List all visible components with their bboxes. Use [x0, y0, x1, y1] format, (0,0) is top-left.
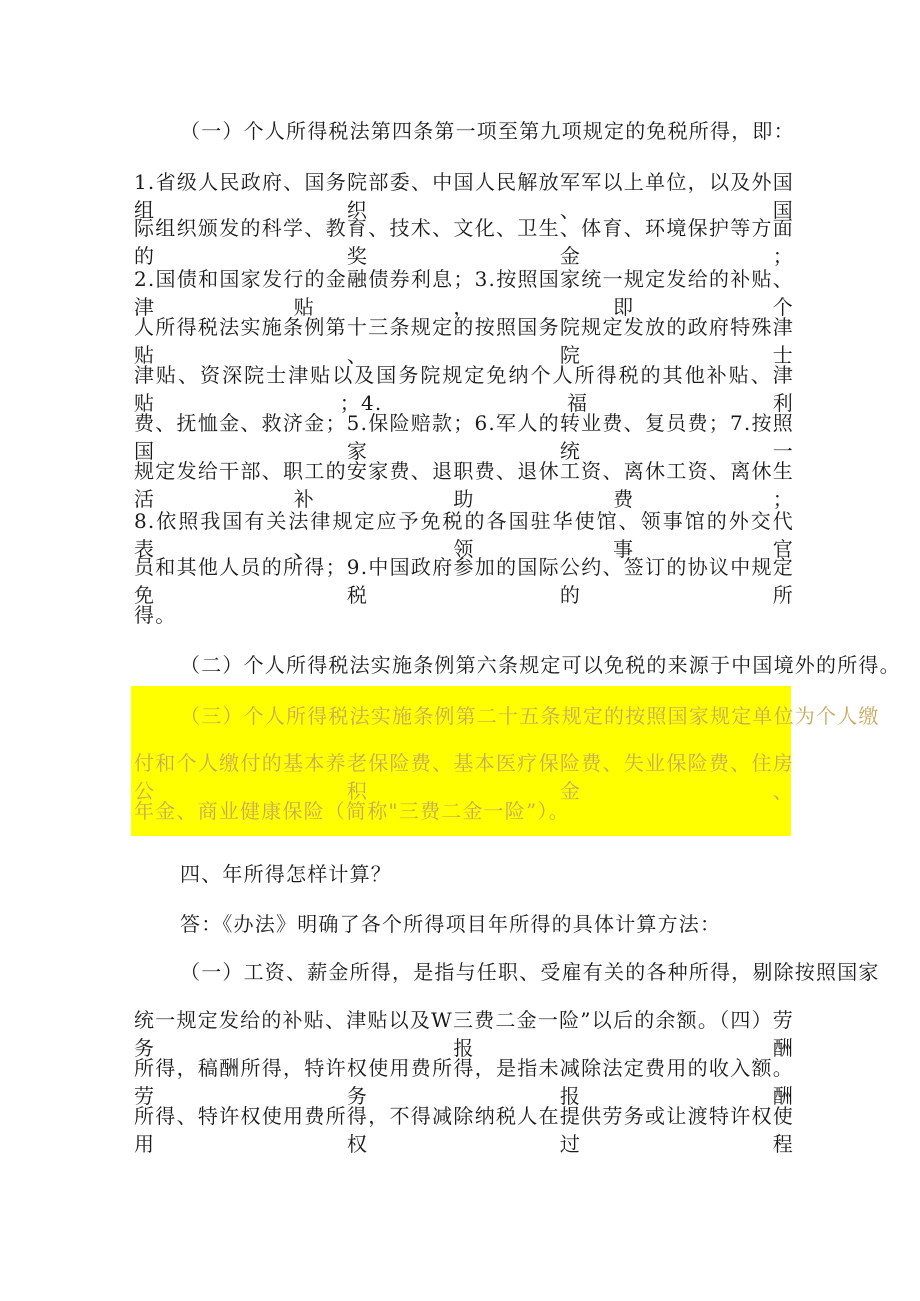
paragraph-line: 得。	[134, 603, 177, 627]
paragraph-line: 统一规定发给的补贴、津贴以及W三费二金一险”以后的余额。（四）劳务报酬	[134, 1008, 794, 1060]
paragraph-line: 费、抚恤金、救济金；5.保险赔款；6.军人的转业费、复员费；7.按照国家统一	[134, 411, 794, 463]
paragraph-line: 员和其他人员的所得；9.中国政府参加的国际公约、签订的协议中规定免税的所	[134, 555, 794, 607]
paragraph-line: （一）个人所得税法第四条第一项至第九项规定的免税所得，即：	[180, 119, 795, 143]
section-heading: 四、年所得怎样计算？	[180, 862, 392, 886]
paragraph-line: 所得、特许权使用费所得，不得减除纳税人在提供劳务或让渡特许权使用权过程	[134, 1104, 794, 1156]
paragraph-line: 答：《办法》明确了各个所得项目年所得的具体计算方法：	[180, 912, 722, 936]
paragraph-line: 际组织颁发的科学、教育、技术、文化、卫生、体育、环境保护等方面的奖金；	[134, 216, 794, 268]
paragraph-line: 2.国债和国家发行的金融债券利息；3.按照国家统一规定发给的补贴、津贴，即个	[134, 267, 794, 319]
paragraph-line: （二）个人所得税法实施条例第六条规定可以免税的来源于中国境外的所得。	[180, 653, 901, 677]
paragraph-line: 所得，稿酬所得，特许权使用费所得，是指未减除法定费用的收入额。劳务报酬	[134, 1056, 794, 1108]
paragraph-line: 规定发给干部、职工的安家费、退职费、退休工资、离休工资、离休生活补助费；	[134, 459, 794, 511]
paragraph-line: 1.省级人民政府、国务院部委、中国人民解放军军以上单位，以及外国组织、国	[134, 170, 794, 222]
paragraph-line: （一）工资、薪金所得，是指与任职、受雇有关的各种所得，剔除按照国家	[180, 960, 880, 984]
paragraph-line: 人所得税法实施条例第十三条规定的按照国务院规定发放的政府特殊津贴、院士	[134, 315, 794, 367]
paragraph-line: 津贴、资深院士津贴以及国务院规定免纳个人所得税的其他补贴、津贴；4.福利	[134, 363, 794, 415]
highlighted-line: 付和个人缴付的基本养老保险费、基本医疗保险费、失业保险费、住房公积金、	[134, 751, 794, 803]
paragraph-line: 8.依照我国有关法律规定应予免税的各国驻华使馆、领事馆的外交代表、领事官	[134, 509, 794, 561]
highlighted-line: （三）个人所得税法实施条例第二十五条规定的按照国家规定单位为个人缴	[180, 704, 880, 728]
highlighted-line: 年金、商业健康保险（简称"三费二金一险”）。	[134, 799, 570, 823]
